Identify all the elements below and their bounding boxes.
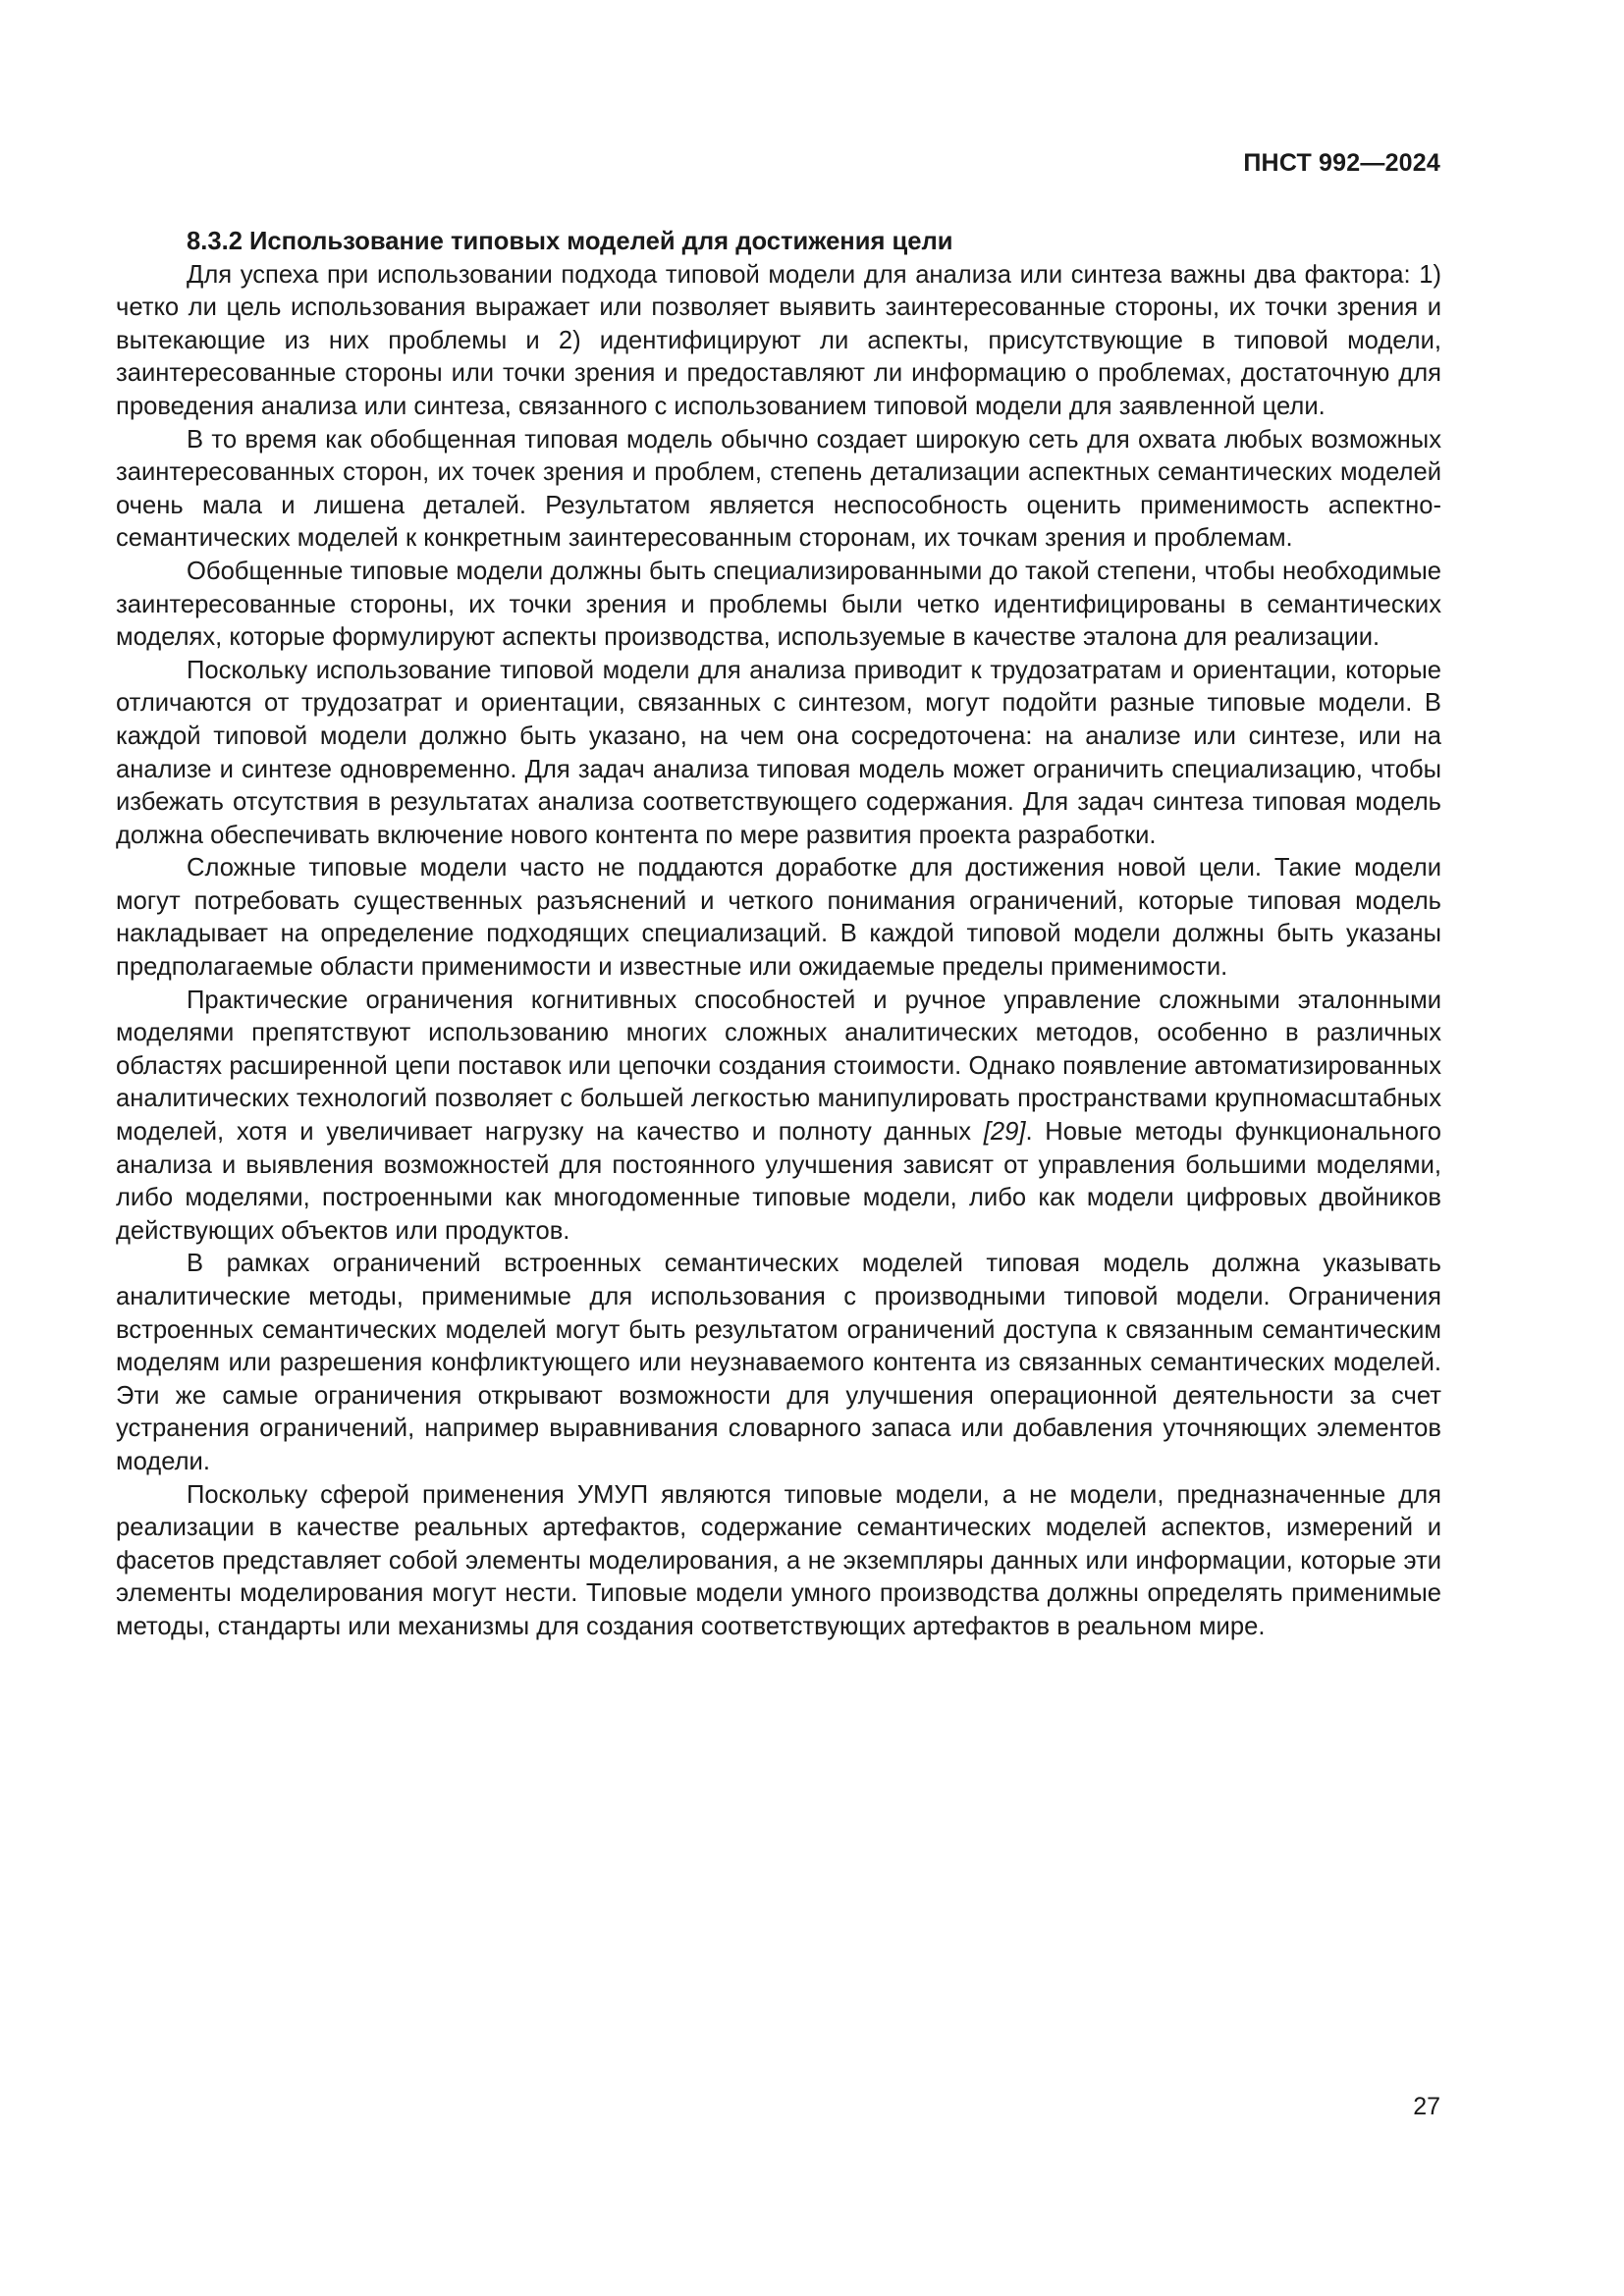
- paragraph-6-continuation: . Новые методы функционального анализа и выявления возможностей для постоянного улучшения зависят от управления большими моделями, либо моделями, построенными как многодоменные типовые модели, либо как модели цифровых двойников действующих объектов или продуктов.: [116, 1118, 1441, 1245]
- citation-reference[interactable]: [29]: [983, 1118, 1026, 1147]
- section-heading: 8.3.2 Использование типовых моделей для достижения цели: [187, 228, 953, 255]
- paragraph-6-text: Практические ограничения когнитивных способностей и ручное управление сложными эталонными моделями препятствуют использованию многих сложных аналитических методов, особенно в различных областях расширенной цепи поставок или цепочки создания стоимости. Однако появление автоматизированных аналитических технологий позволяет с большей легкостью манипулировать пространствами крупномасштабных моделей, хотя и увеличивает нагрузку на качество и полноту данных: [116, 986, 1441, 1147]
- paragraph-6: [116, 985, 1441, 1249]
- paragraph-8: Поскольку сферой применения УМУП являются типовые модели, а не модели, предназначенные для реализации в качестве реальных артефактов, содержание семантических моделей аспектов, измерений и фасетов представляет собой элементы моделирования, а не экземпляры данных или информации, которые эти элементы моделирования могут нести. Типовые модели умного производства должны определять применимые методы, стандарты или механизмы для создания соответствующих артефактов в реальном мире.: [116, 1480, 1441, 1640]
- paragraph-7: В рамках ограничений встроенных семантических моделей типовая модель должна указывать аналитические методы, применимые для использования с производными типовой модели. Ограничения встроенных семантических моделей могут быть результатом ограничений доступа к связанным семантическим моделям или разрешения конфликтующего или неузнаваемого контента из связанных семантических моделей. Эти же самые ограничения открывают возможности для улучшения операционной деятельности за счет устранения ограничений, например выравнивания словарного запаса или добавления уточняющих элементов модели.: [116, 1250, 1441, 1475]
- section-body: [116, 226, 1441, 1644]
- document-code: ПНСТ 992—2024: [1243, 149, 1440, 177]
- page-number: 27: [1413, 2093, 1440, 2120]
- paragraph-2: В то время как обобщенная типовая модель обычно создает широкую сеть для охвата любых возможных заинтересованных сторон, их точек зрения и проблем, степень детализации аспектных семантических моделей очень мала и лишена деталей. Результатом является неспособность оценить применимость аспектно-семантических моделей к конкретным заинтересованным сторонам, их точкам зрения и проблемам.: [116, 425, 1441, 553]
- paragraph-5: Сложные типовые модели часто не поддаются доработке для достижения новой цели. Такие модели могут потребовать существенных разъяснений и четкого понимания ограничений, которые типовая модель накладывает на определение подходящих специализаций. В каждой типовой модели должны быть указаны предполагаемые области применимости и известные или ожидаемые пределы применимости.: [116, 854, 1441, 982]
- paragraph-3: Обобщенные типовые модели должны быть специализированными до такой степени, чтобы необходимые заинтересованные стороны, их точки зрения и проблемы были четко идентифицированы в семантических моделях, которые формулируют аспекты производства, используемые в качестве эталона для реализации.: [116, 557, 1441, 652]
- paragraph-1: Для успеха при использовании подхода типовой модели для анализа или синтеза важны два фактора: 1) четко ли цель использования выражает или позволяет выявить заинтересованные стороны, их точки зрения и вытекающие из них проблемы и 2) идентифицируют ли аспекты, присутствующие в типовой модели, заинтересованные стороны или точки зрения и предоставляют ли информацию о проблемах, достаточную для проведения анализа или синтеза, связанного с использованием типовой модели для заявленной цели.: [116, 260, 1441, 420]
- paragraph-4: Поскольку использование типовой модели для анализа приводит к трудозатратам и ориентации, которые отличаются от трудозатрат и ориентации, связанных с синтезом, могут подойти разные типовые модели. В каждой типовой модели должно быть указано, на чем она сосредоточена: на анализе или синтезе, или на анализе и синтезе одновременно. Для задач анализа типовая модель может ограничить специализацию, чтобы избежать отсутствия в результатах анализа соответствующего содержания. Для задач синтеза типовая модель должна обеспечивать включение нового контента по мере развития проекта разработки.: [116, 656, 1441, 849]
